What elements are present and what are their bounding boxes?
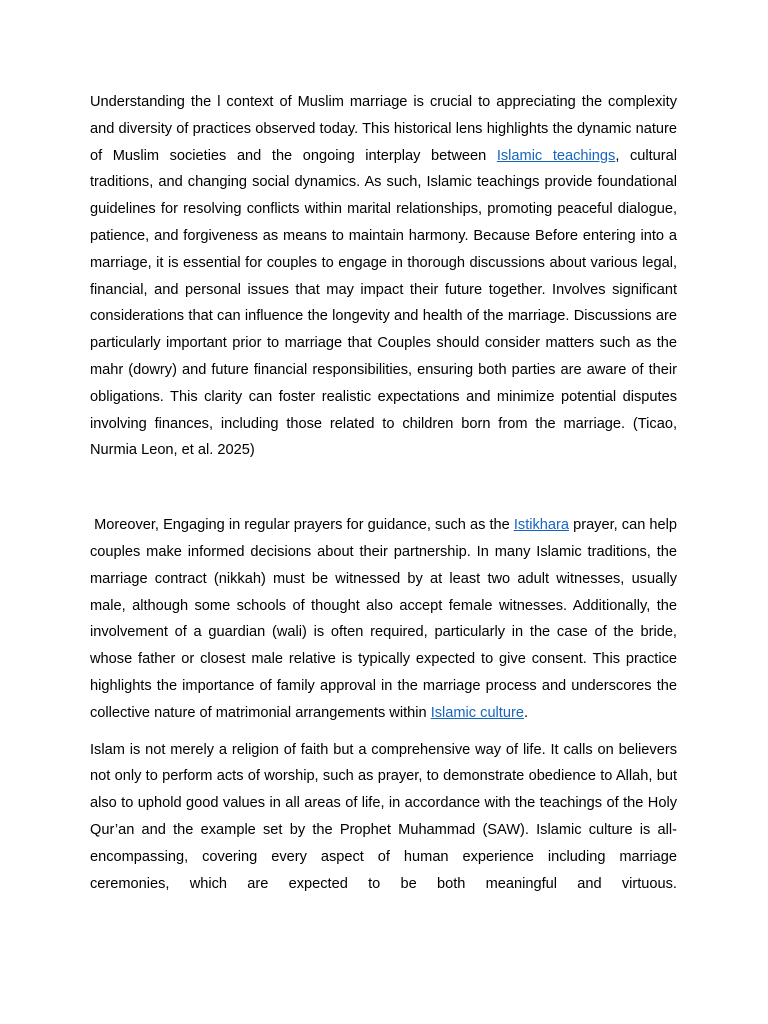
- paragraph-text: Understanding the l context of Muslim marriage is crucial to appreciating the complexity and diversity of practices observed today. This historical lens highlights the dynamic nature of Muslim societies and the ongoing interplay between: [90, 94, 677, 164]
- paragraph-text: .: [523, 704, 529, 721]
- paragraph-text: prayer, can help couples make informed decisions about their partnership. In many Islamic traditions, the marriage contract (nikkah) must be witnessed by at least two adult witnesses, usually male, although some schools of thought also accept female witnesses. Additionally, the involvement of a guardian (wali) is often required, particularly in the case of the bride, whose father or closest male relative is typically expected to give consent. This practice highlights the importance of family approval in the marriage process and underscores the collective nature of matrimonial arrangements within: [90, 517, 677, 721]
- paragraph-text: , cultural traditions, and changing social dynamics. As such, Islamic teachings provide foundational guidelines for resolving conflicts within marital relationships, promoting peaceful dialogue, patience, and forgiveness as means to maintain harmony. Because Before entering into a marriage, it is essential for couples to engage in thorough discussions about various legal, financial, and personal issues that may impact their future together. Involves significant considerations that can influence the longevity and health of the marriage. Discussions are particularly important prior to marriage that Couples should consider matters such as the mahr (dowry) and future financial responsibilities, ensuring both parties are aware of their obligations. This clarity can foster realistic expectations and minimize potential disputes involving finances, including those related to children born from the marriage. (Ticao, Nurmia Leon, et al. 2025): [90, 147, 678, 459]
- paragraph-text: Moreover, Engaging in regular prayers for guidance, such as the: [90, 517, 514, 534]
- islamic-teachings-link[interactable]: Islamic teachings: [496, 147, 616, 164]
- paragraph-spacer: [90, 727, 677, 737]
- paragraph-prayer-guidance: [90, 512, 677, 726]
- istikhara-link[interactable]: Istikhara: [513, 517, 569, 534]
- paragraph-spacer: [90, 464, 677, 512]
- paragraph-historical-context: [90, 89, 677, 464]
- paragraph-islam-way-of-life: Islam is not merely a religion of faith but a comprehensive way of life. It calls on believers not only to perform acts of worship, such as prayer, to demonstrate obedience to Allah, but also to uphold good values in all areas of life, in accordance with the teachings of the Holy Qur’an and the example set by the Prophet Muhammad (SAW). Islamic culture is all-encompassing, covering every aspect of human experience including marriage ceremonies, which are expected to be both meaningful and virtuous.: [90, 741, 677, 892]
- document-body: [90, 89, 677, 897]
- islamic-culture-link[interactable]: Islamic culture: [430, 704, 524, 721]
